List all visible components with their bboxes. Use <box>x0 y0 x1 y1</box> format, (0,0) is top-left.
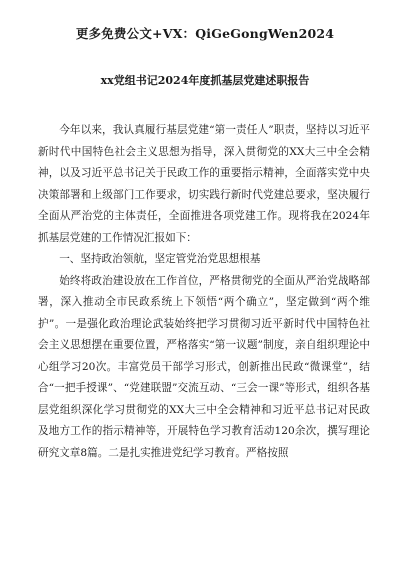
document-body <box>38 120 370 464</box>
intro-paragraph: 今年以来，我认真履行基层党建“第一责任人”职责，坚持以习近平新时代中国特色社会主义思想为指导，深入贯彻党的XX大三中全会精神，以及习近平总书记关于民政工作的重要指示精神，全面落实党中央决策部署和上级部门工作要求，切实践行新时代党建总要求，坚决履行全面从严治党的主体责任，全面推进各项党建工作。现将我在2024年抓基层党建的工作情况汇报如下： <box>38 124 370 244</box>
section-heading: 一、坚持政治领航，坚定管党治党思想根基 <box>59 253 261 265</box>
document-title: xx党组书记2024年度抓基层党建述职报告 <box>100 74 310 87</box>
promo-header: 更多免费公文+VX：QiGeGongWen2024 <box>75 26 335 41</box>
section-paragraph: 始终将政治建设放在工作首位，严格贯彻党的全面从严治党战略部署，深入推动全市民政系统上下领悟“两个确立”，坚定做到“两个维护”。一是强化政治理论武装始终把学习贯彻习近平新时代中国特色社会主义思想摆在重要位置，严格落实“第一议题”制度，亲自组织理论中心组学习20次。丰富党员干部学习形式，创新推出民政“微课堂”，结合“一把手授课”、“党建联盟”交流互动、“三会一课”等形式，组织各基层党组织深化学习贯彻党的XX大三中全会精神和习近平总书记对民政及地方工作的指示精神等，开展特色学习教育活动120余次，撰写理论研究文章8篇。二是扎实推进党纪学习教育。严格按照 <box>38 274 370 459</box>
